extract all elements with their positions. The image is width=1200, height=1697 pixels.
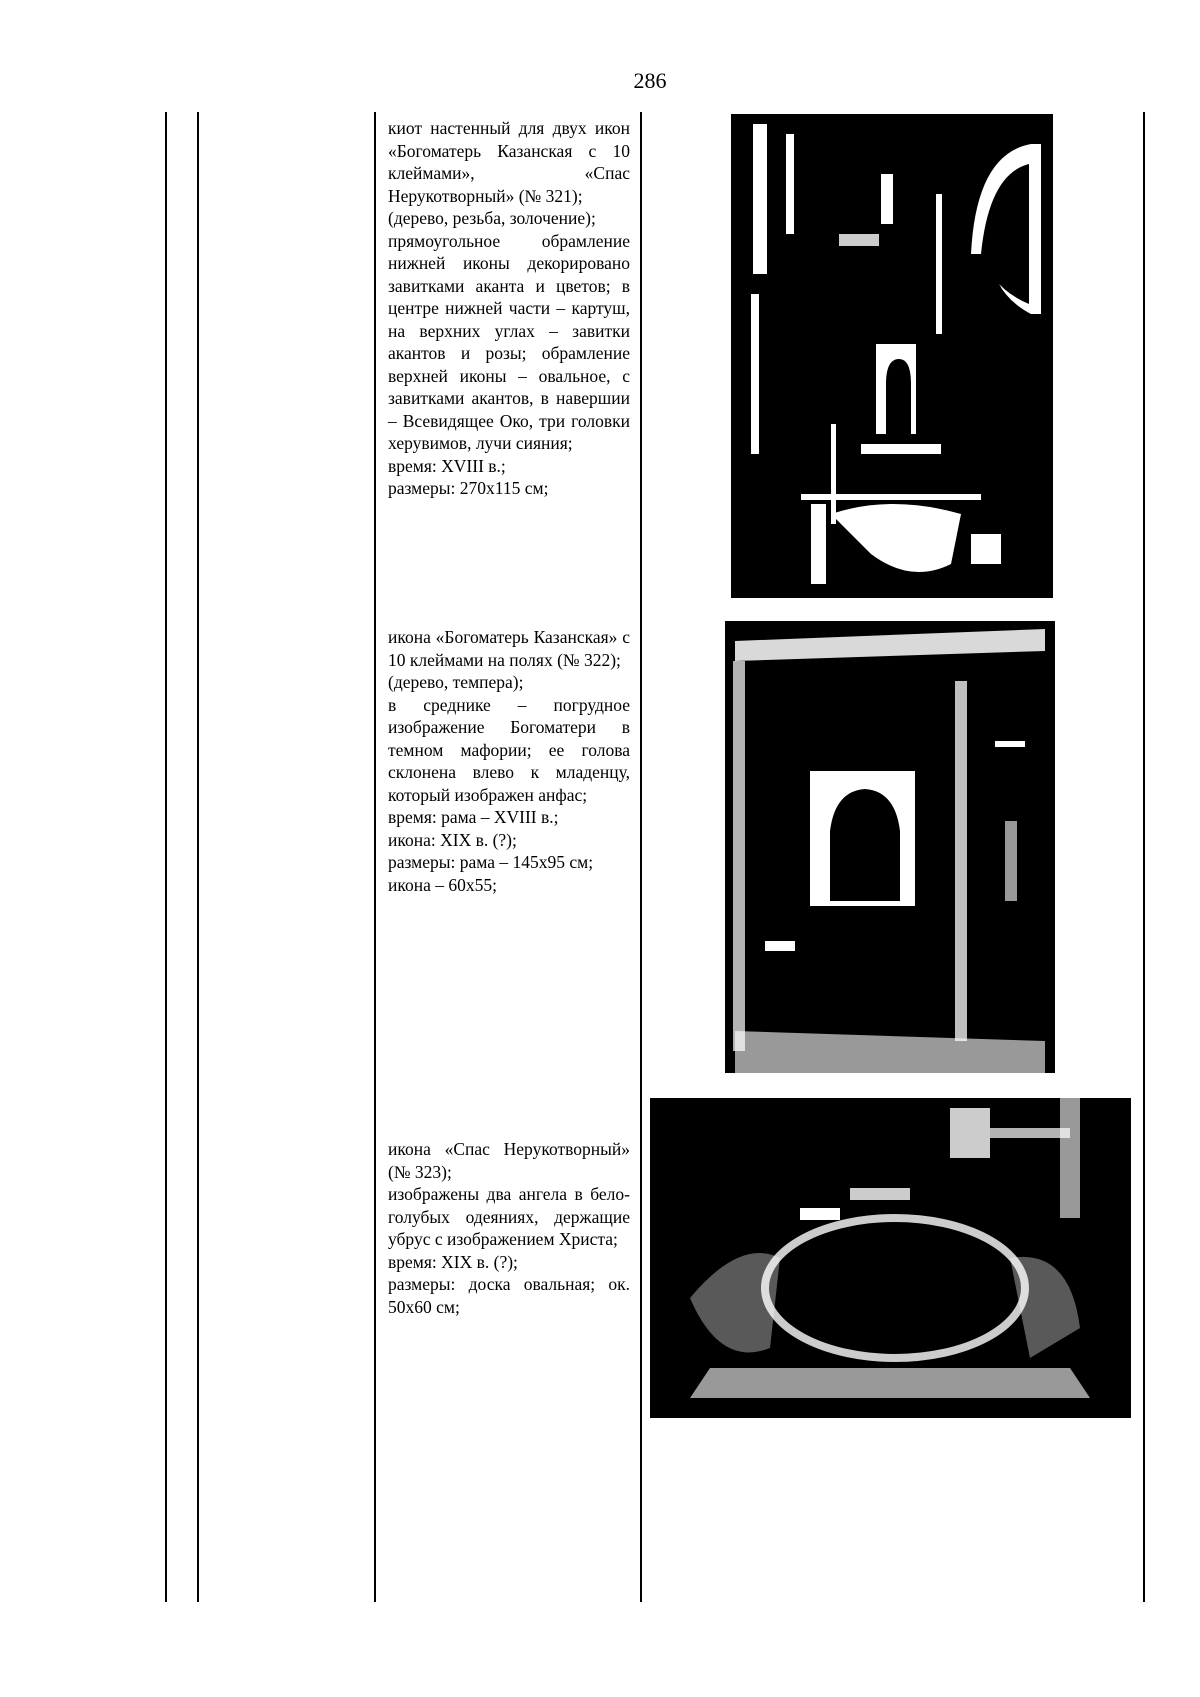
entry-line: время: рама – XVIII в.; [388, 807, 559, 827]
entry-line: время: XVIII в.; [388, 455, 506, 476]
table-column-divider-1 [197, 112, 199, 1602]
entry-line: икона: XIX в. (?); [388, 829, 517, 850]
entry-line: (дерево, темпера); [388, 672, 524, 692]
entry-line: в среднике – погрудное изображение Богоматери в темном мафории; ее голова склонена влево к младенцу, который изображен анфас; [388, 694, 630, 805]
entry-line: икона – 60х55; [388, 874, 497, 895]
entry-line: размеры: доска овальная; ок. 50х60 см; [388, 1274, 630, 1317]
entry-line: изображены два ангела в бело-голубых одеяниях, держащие убрус с изображением Христа; [388, 1184, 630, 1249]
entry-line: икона «Богоматерь Казанская» с 10 клеймами на полях (№ 322); [388, 627, 630, 670]
entry-line: киот настенный для двух икон «Богоматерь Казанская с 10 клеймами», «Спас Нерукотворный» (№ 321); [388, 118, 630, 206]
entry-icon-322 [388, 626, 630, 896]
entry-line: прямоугольное обрамление нижней иконы декорировано завитками аканта и цветов; в центре нижней части – картуш, на верхних углах – завитки акантов и розы; обрамление верхней иконы – овальное, с завитками акантов, в навершии – Всевидящее Око, три головки херувимов, лучи сияния; [388, 230, 630, 453]
page-number: 286 [633, 68, 667, 93]
table-border-left [165, 112, 167, 1602]
photo-kiot-321 [731, 114, 1053, 598]
entry-line: икона «Спас Нерукотворный» (№ 323); [388, 1139, 630, 1182]
photo-icon-323 [650, 1098, 1131, 1418]
entry-line: размеры: 270х115 см; [388, 478, 549, 498]
entry-kiot-321 [388, 117, 630, 500]
entry-line: (дерево, резьба, золочение); [388, 208, 596, 228]
table-column-divider-3 [640, 112, 642, 1602]
photo-icon-322 [725, 621, 1055, 1073]
entry-line: размеры: рама – 145х95 см; [388, 852, 594, 872]
entry-icon-323 [388, 1138, 630, 1318]
table-column-divider-2 [374, 112, 376, 1602]
table-border-right [1143, 112, 1145, 1602]
entry-line: время: XIX в. (?); [388, 1251, 518, 1272]
